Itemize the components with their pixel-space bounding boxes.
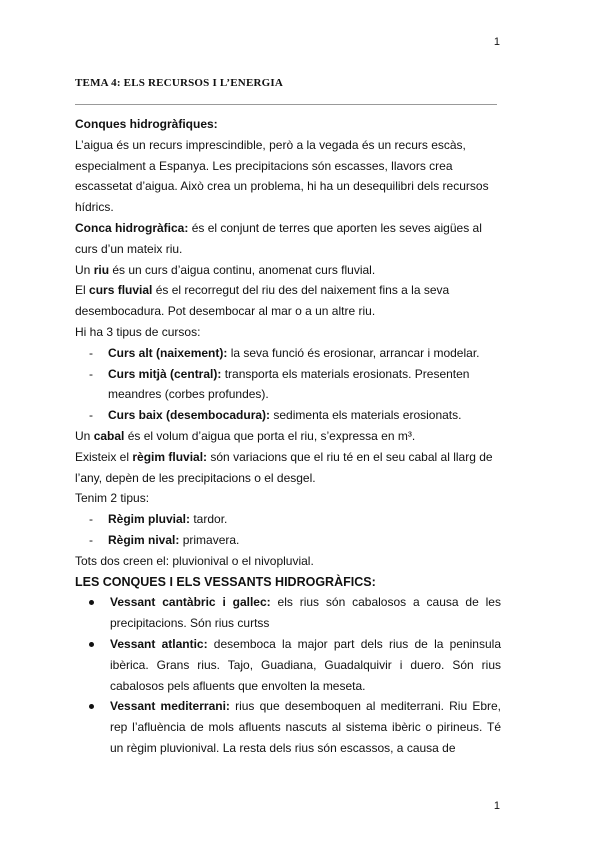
paragraph-conca bbox=[75, 218, 501, 260]
paragraph-curs-fluvial bbox=[75, 280, 501, 322]
term-curs-baix: Curs baix (desembocadura): bbox=[108, 408, 271, 423]
heading-vessants: LES CONQUES I ELS VESSANTS HIDROGRÀFICS: bbox=[75, 574, 376, 589]
term-vessant-mediterrani: Vessant mediterrani: bbox=[110, 699, 230, 714]
term-curs-fluvial: curs fluvial bbox=[89, 283, 153, 298]
text-regim-pluvial: tardor. bbox=[190, 512, 228, 527]
text-riu-pre: Un bbox=[75, 262, 94, 277]
text-curs-baix: sedimenta els materials erosionats. bbox=[270, 408, 462, 423]
list-item-vessant-cantabric bbox=[75, 592, 501, 634]
text-curs-alt: la seva funció és erosionar, arrancar i modelar. bbox=[227, 345, 480, 360]
list-item-vessant-mediterrani bbox=[75, 696, 501, 758]
bullet-icon bbox=[89, 642, 94, 647]
text-regim-pre: Existeix el bbox=[75, 449, 133, 464]
text-conca: és el conjunt de terres que aporten les seves aigües al curs d’un mateix riu. bbox=[75, 220, 482, 256]
term-vessant-atlantic: Vessant atlantic: bbox=[110, 636, 208, 651]
dash-marker: - bbox=[89, 512, 93, 527]
bullet-icon bbox=[89, 704, 94, 709]
dash-marker: - bbox=[89, 345, 93, 360]
paragraph-riu bbox=[75, 260, 501, 281]
text-regim-nival: primavera. bbox=[179, 532, 240, 547]
list-item-curs-alt bbox=[75, 343, 501, 364]
bullet-icon bbox=[89, 600, 94, 605]
dash-marker: - bbox=[89, 366, 93, 381]
heading-conques: Conques hidrogràfiques: bbox=[75, 117, 218, 131]
text-cabal-pre: Un bbox=[75, 428, 94, 443]
vessants-list bbox=[75, 592, 501, 758]
dash-marker: - bbox=[89, 408, 93, 423]
paragraph-regim bbox=[75, 447, 501, 489]
document-body bbox=[75, 114, 501, 759]
term-regim-pluvial: Règim pluvial: bbox=[108, 512, 191, 527]
text-cabal-post: és el volum d’aigua que porta el riu, s’expressa en m³. bbox=[124, 428, 416, 443]
paragraph-tipus-intro: Hi ha 3 tipus de cursos: bbox=[75, 324, 201, 339]
list-item-regim-nival bbox=[75, 530, 501, 551]
list-item-curs-mitja bbox=[75, 364, 501, 406]
term-conca: Conca hidrogràfica: bbox=[75, 220, 189, 235]
paragraph-cabal bbox=[75, 426, 501, 447]
text-vessant-atlantic: desemboca la major part dels rius de la peninsula ibèrica. Grans rius. Tajo, Guadiana, Guadalquivir i duero. Són rius cabalosos pels afluents que envolten la meseta. bbox=[110, 636, 501, 693]
text-vessant-cantabric: els rius són cabalosos a causa de les precipitacions. Són rius curtss bbox=[110, 595, 501, 631]
dash-marker: - bbox=[89, 532, 93, 547]
text-curs-mitja: transporta els materials erosionats. Presenten meandres (corbes profundes). bbox=[108, 366, 470, 402]
cursos-list bbox=[75, 343, 501, 426]
list-item-regim-pluvial bbox=[75, 509, 501, 530]
list-item-vessant-atlantic bbox=[75, 634, 501, 696]
text-vessant-mediterrani: rius que desemboquen al mediterrani. Riu Ebre, rep l’afluència de mols afluents nascuts al sistema ibèric o pirineus. Té un règim pluvionival. La resta dels rius són escassos, a causa de bbox=[110, 699, 501, 755]
term-curs-mitja: Curs mitjà (central): bbox=[108, 366, 222, 381]
text-riu-post: és un curs d’aigua continu, anomenat curs fluvial. bbox=[109, 262, 376, 277]
page-number-bottom: 1 bbox=[493, 800, 500, 812]
list-item-curs-baix bbox=[75, 405, 501, 426]
term-vessant-cantabric: Vessant cantàbric i gallec: bbox=[110, 595, 271, 610]
term-regim-nival: Règim nival: bbox=[108, 532, 180, 547]
term-curs-alt: Curs alt (naixement): bbox=[108, 345, 228, 360]
document-title: TEMA 4: ELS RECURSOS I L’ENERGIA bbox=[75, 77, 284, 89]
term-cabal: cabal bbox=[93, 428, 125, 443]
page-number-top: 1 bbox=[493, 36, 500, 48]
text-curs-pre: El bbox=[75, 283, 90, 298]
paragraph-tenim: Tenim 2 tipus: bbox=[75, 491, 150, 506]
text-curs-post: és el recorregut del riu des del naixement fins a la seva desembocadura. Pot desembocar al mar o a un altre riu. bbox=[75, 283, 450, 319]
term-riu: riu bbox=[93, 262, 110, 277]
regims-list bbox=[75, 509, 501, 551]
paragraph-tots-dos: Tots dos creen el: pluvionival o el nivopluvial. bbox=[75, 553, 314, 568]
text-regim-post: són variacions que el riu té en el seu cabal al llarg de l’any, depèn de les precipitacions o el desgel. bbox=[75, 449, 493, 485]
paragraph-aigua: L’aigua és un recurs imprescindible, però a la vegada és un recurs escàs, especialment a Espanya. Les precipitacions són escasses, llavors crea escassetat d’aigua. Això crea un problema, hi ha un desequilibri dels recursos hídrics. bbox=[75, 137, 489, 215]
title-divider bbox=[75, 104, 497, 105]
term-regim-fluvial: règim fluvial: bbox=[132, 449, 208, 464]
